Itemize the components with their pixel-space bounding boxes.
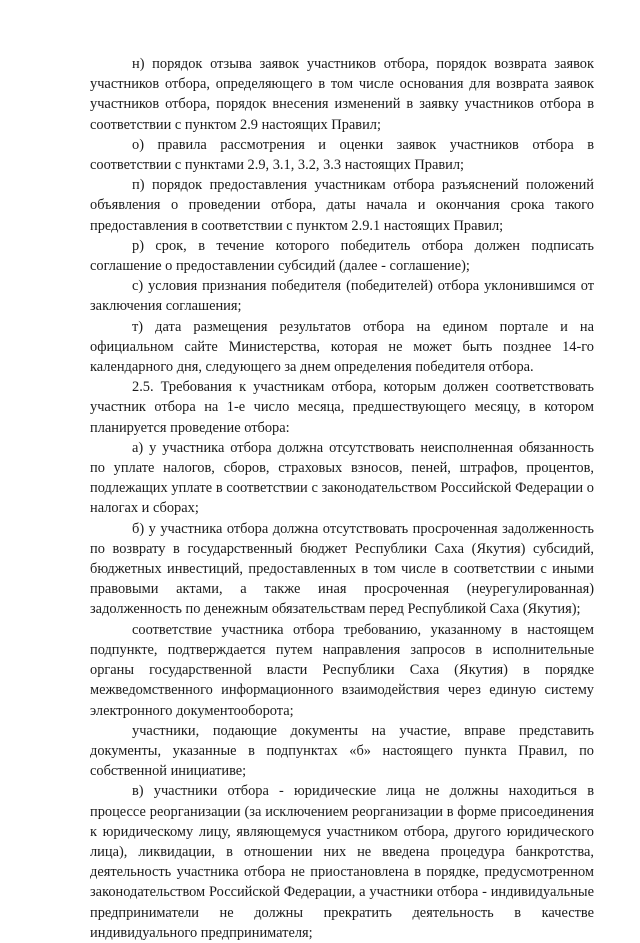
paragraph-a-tax-obligations: а) у участника отбора должна отсутствовать неисполненная обязанность по уплате налогов, сборов, страховых взносов, пеней, штрафов, процентов, подлежащих уплате в соответствии с законодательством Российской Федерации о налогах и сборах; (90, 439, 594, 517)
paragraph-own-initiative: участники, подающие документы на участие, вправе представить документы, указанные в подпунктах «б» настоящего пункта Правил, по собственной инициативе; (90, 722, 594, 780)
paragraph-t-results-publication: т) дата размещения результатов отбора на едином портале и на официальном сайте Министерства, которая не может быть позднее 14-го календарного дня, следующего за днем определения победителя отбора. (90, 318, 594, 376)
paragraph-s-evasion-conditions: с) условия признания победителя (победителей) отбора уклонившимся от заключения соглашения; (90, 278, 594, 315)
paragraph-p-clarifications: п) порядок предоставления участникам отбора разъяснений положений объявления о проведении отбора, даты начала и окончания срока такого предоставления в соответствии с пунктом 2.9.1 настоящих Правил; (90, 177, 594, 234)
paragraph-b-overdue-debt: б) у участника отбора должна отсутствовать просроченная задолженность по возврату в государственный бюджет Республики Саха (Якутия) субсидий, бюджетных инвестиций, предоставленных в том числе в соответствии с иными правовыми актами, а также иная просроченная (неурегулированная) задолженность по денежным обязательствам перед Республикой Саха (Якутия); (90, 520, 594, 618)
paragraph-2-5-requirements: 2.5. Требования к участникам отбора, которым должен соответствовать участник отбора на 1-е число месяца, предшествующего месяцу, в котором планируется проведение отбора: (90, 379, 594, 436)
paragraph-v-reorganization: в) участники отбора - юридические лица не должны находиться в процессе реорганизации (за исключением реорганизации в форме присоединения к юридическому лицу, являющемуся участником отбора, другого юридического лица), ликвидации, в отношении них не введена процедура банкротства, деятельность участника отбора не приостановлена в порядке, предусмотренном законодательством Российской Федерации, а участники отбора - индивидуальные предприниматели не должны прекратить деятельность в качестве индивидуального предпринимателя; (90, 783, 594, 941)
paragraph-compliance-verification: соответствие участника отбора требованию, указанному в настоящем подпункте, подтверждается путем направления запросов в исполнительные органы государственной власти Республики Саха (Якутия) в порядке межведомственного информационного взаимодействия через единую систему электронного документооборота; (90, 621, 594, 719)
paragraph-o-review-rules: о) правила рассмотрения и оценки заявок участников отбора в соответствии с пунктами 2.9, 3.1, 3.2, 3.3 настоящих Правил; (90, 136, 594, 174)
paragraph-r-signing-deadline: р) срок, в течение которого победитель отбора должен подписать соглашение о предоставлении субсидий (далее - соглашение); (90, 237, 594, 275)
document-page (90, 54, 594, 943)
paragraph-n-withdrawal-of-applications: н) порядок отзыва заявок участников отбора, порядок возврата заявок участников отбора, определяющего в том числе основания для возврата заявок участников отбора, порядок внесения изменений в заявку участников отбора в соответствии с пунктом 2.9 настоящих Правил; (90, 56, 594, 133)
